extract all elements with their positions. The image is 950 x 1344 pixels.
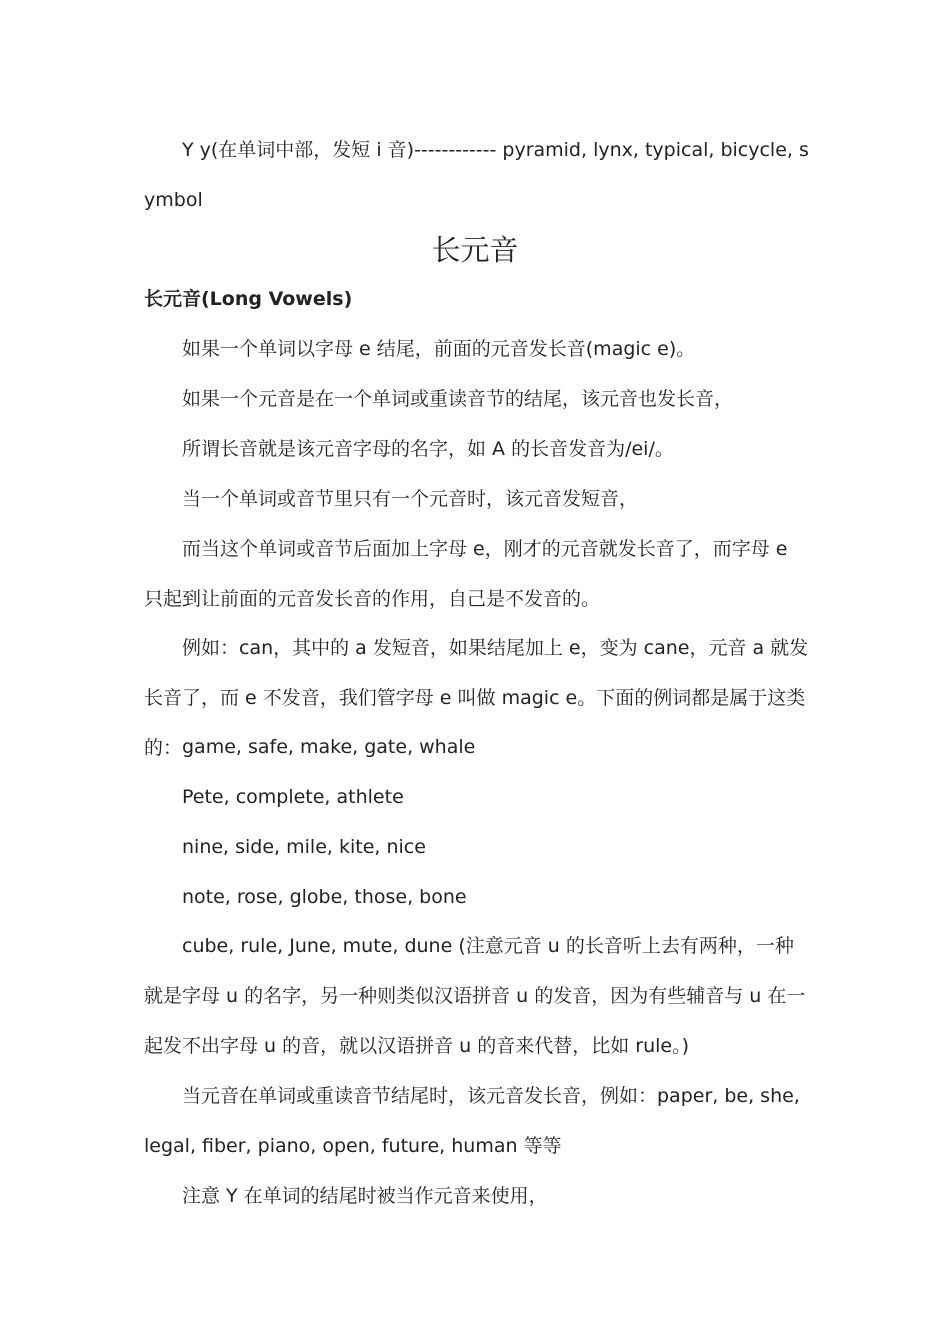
paragraph-add-e-explanation: 而当这个单词或音节后面加上字母 e，刚才的元音就发长音了，而字母 e 只起到让前面的元音发长音的作用，自己是不发音的。 <box>144 538 788 610</box>
paragraph-long-sound-definition: 所谓长音就是该元音字母的名字，如 A 的长音发音为/ei/。 <box>182 438 674 460</box>
paragraph-end-of-syllable-rule: 如果一个元音是在一个单词或重读音节的结尾，该元音也发长音， <box>182 388 734 410</box>
paragraph-magic-e-rule: 如果一个单词以字母 e 结尾，前面的元音发长音(magic e)。 <box>182 338 696 360</box>
paragraph-can-cane-example: 例如：can，其中的 a 发短音，如果结尾加上 e，变为 cane，元音 a 就发长音了，而 e 不发音，我们管字母 e 叫做 magic e。下面的例词都是属于这类的： <box>144 637 809 759</box>
paragraph-y-short-vowel: Y y(在单词中部，发短 i 音)------------ pyramid, lynx, typical, bicycle, symbol <box>144 139 809 211</box>
paragraph-syllable-end-examples: 当元音在单词或重读音节结尾时，该元音发长音，例如：paper, be, she, legal, fiber, piano, open, future, human 等等 <box>144 1085 800 1157</box>
paragraph-y-as-vowel-note: 注意 Y 在单词的结尾时被当作元音来使用， <box>182 1185 548 1207</box>
example-list-a: game, safe, make, gate, whale <box>182 736 476 758</box>
section-title: 长元音 <box>431 233 519 267</box>
example-list-i: nine, side, mile, kite, nice <box>182 836 426 858</box>
example-list-e: Pete, complete, athlete <box>182 786 404 808</box>
example-list-u: cube, rule, June, mute, dune (注意元音 u 的长音听上去有两种，一种就是字母 u 的名字，另一种则类似汉语拼音 u 的发音，因为有些辅音与 u 在一起发不出字母 u 的音，就以汉语拼音 u 的音来代替，比如 rule。) <box>144 935 806 1057</box>
paragraph-single-vowel-rule: 当一个单词或音节里只有一个元音时，该元音发短音， <box>182 488 639 510</box>
example-list-o: note, rose, globe, those, bone <box>182 886 467 908</box>
subheading-long-vowels: 长元音(Long Vowels) <box>144 288 353 310</box>
